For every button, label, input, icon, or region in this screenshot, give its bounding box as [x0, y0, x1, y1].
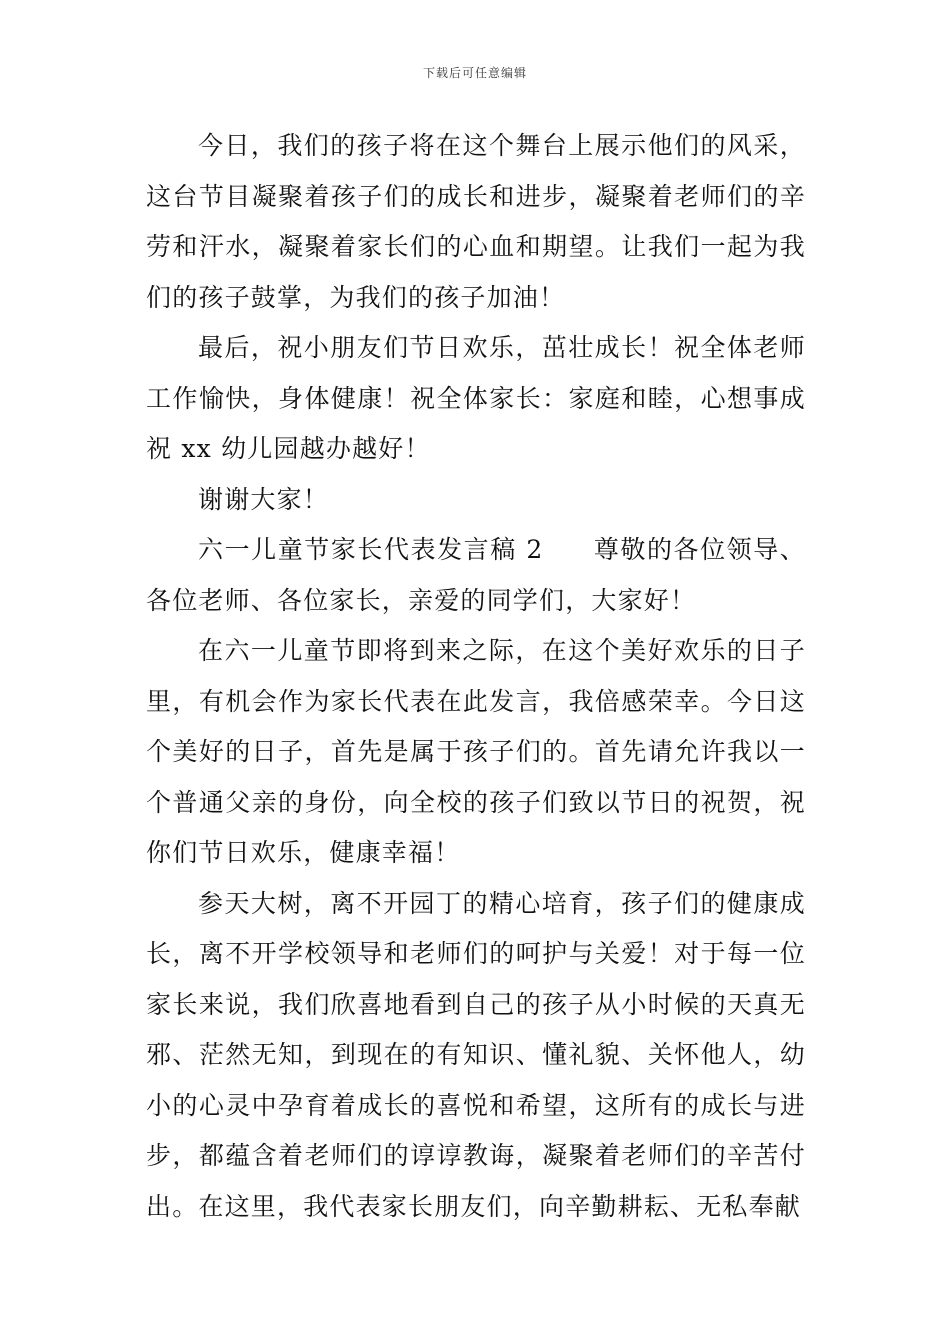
paragraph-thanks: 谢谢大家！	[198, 484, 330, 514]
document-body	[146, 121, 806, 1232]
paragraph-honor: 在六一儿童节即将到来之际，在这个美好欢乐的日子里，有机会作为家长代表在此发言，我倍感荣幸。今日这个美好的日子，首先是属于孩子们的。首先请允许我以一个普通父亲的身份，向全校的孩子们致以节日的祝贺，祝你们节日欢乐，健康幸福！	[146, 636, 806, 867]
section-title: 六一儿童节家长代表发言稿 2	[198, 535, 544, 564]
paragraph-blessings: 最后，祝小朋友们节日欢乐，茁壮成长！祝全体老师工作愉快，身体健康！祝全体家长：家庭和睦，心想事成祝 xx 幼儿园越办越好！	[146, 333, 806, 463]
section-opening: 尊敬的各位领导、各位老师、各位家长，亲爱的同学们，大家好！	[146, 535, 807, 615]
section-heading-paragraph	[146, 525, 806, 626]
paragraph-performance: 今日，我们的孩子将在这个舞台上展示他们的风采，这台节目凝聚着孩子们的成长和进步，凝聚着老师们的辛劳和汗水，凝聚着家长们的心血和期望。让我们一起为我们的孩子鼓掌，为我们的孩子加油！	[146, 131, 806, 312]
page-header: 下载后可任意编辑	[422, 66, 527, 80]
paragraph-gratitude: 参天大树，离不开园丁的精心培育，孩子们的健康成长，离不开学校领导和老师们的呵护与关爱！对于每一位家长来说，我们欣喜地看到自己的孩子从小时候的天真无邪、茫然无知，到现在的有知识、懂礼貌、关怀他人，幼小的心灵中孕育着成长的喜悦和希望，这所有的成长与进步，都蕴含着老师们的谆谆教诲，凝聚着老师们的辛苦付出。在这里，我代表家长朋友们，向辛勤耕耘、无私奉献	[146, 888, 806, 1221]
